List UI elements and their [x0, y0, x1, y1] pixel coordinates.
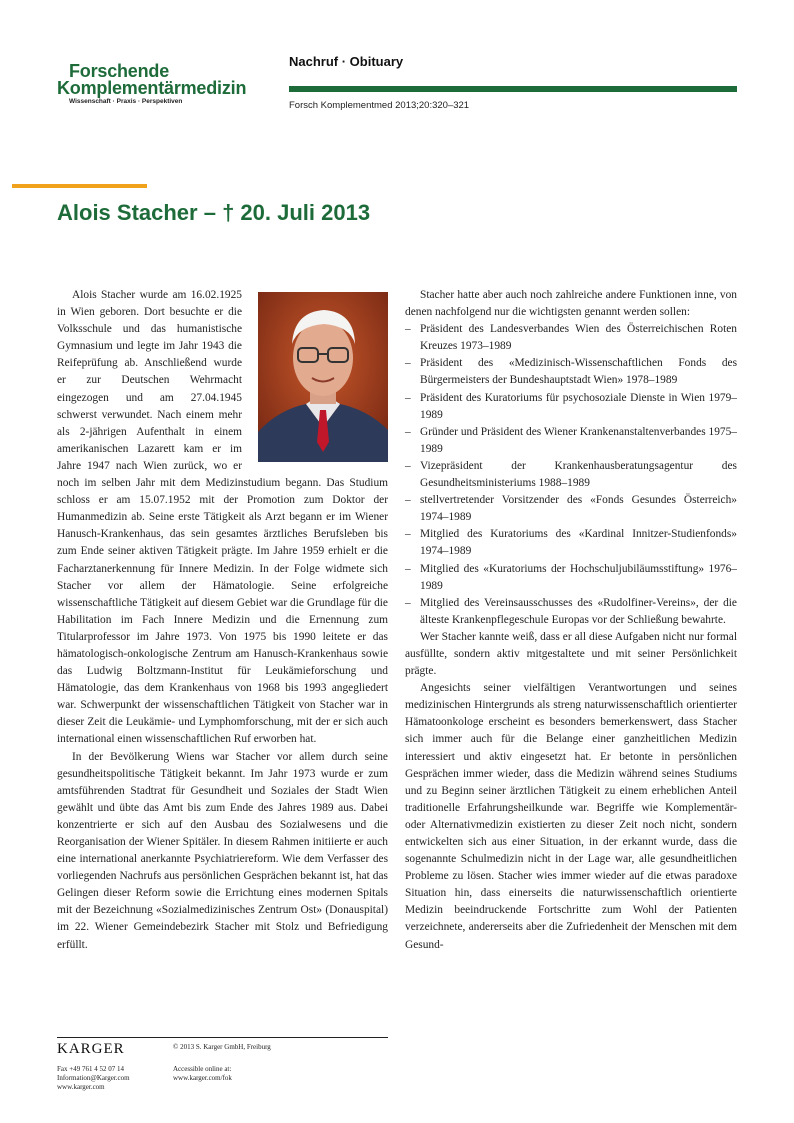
- list-item: – Vizepräsident der Krankenhausberatungsagentur des Gesundheitsministeriums 1988–1989: [405, 458, 737, 492]
- paragraph: Wer Stacher kannte weiß, dass er all diese Aufgaben nicht nur formal ausfüllte, sondern aktiv mitgestaltete und mit seiner Persönlichkeit prägte.: [405, 630, 737, 678]
- logo-line2: Komplementärmedizin: [57, 78, 247, 98]
- website-link[interactable]: www.karger.com: [57, 1083, 105, 1091]
- list-item: – Präsident des Kuratoriums für psychosoziale Dienste in Wien 1979–1989: [405, 390, 737, 424]
- functions-list: [405, 321, 737, 629]
- online-url-link[interactable]: www.karger.com/fok: [173, 1074, 232, 1082]
- article-title: Alois Stacher – † 20. Juli 2013: [57, 200, 371, 225]
- paragraph: Angesichts seiner vielfältigen Verantwortungen und seines medizinischen Hintergrunds als streng naturwissenschaftlich orientierter Hämatoonkologe erscheint es besonders bemerkenswert, dass Stacher sich immer auch für die Belange einer ganzheitlichen Medizin interessiert und aktiv eingesetzt hat. Er betonte in persönlichen Gesprächen immer wieder, dass die Medizin während seines Studiums und zu Beginn seiner ärztlichen Tätigkeit zu einem erheblichen Anteil traditionelle Erfahrungsheilkunde war. Begriffe wie Komplementär- oder Alternativmedizin existierten zu dieser Zeit noch nicht, sondern entwickelten sich aus einer Situation, in der erkannt wurde, dass die sogenannte Schulmedizin nicht in der Lage war, alle gesundheitlichen Probleme zu lösen. Stacher wies immer wieder auf die etwas paradoxe Situation hin, dass einerseits die naturwissenschaftlich orientierte Medizin beeindruckende Fortschritte zum Wohl der Patienten verzeichnete, andererseits aber die Zufriedenheit der Menschen mit dem Gesund-: [405, 682, 737, 951]
- list-item: – Mitglied des Kuratoriums des «Kardinal Innitzer-Studienfonds» 1974–1989: [405, 526, 737, 560]
- online-label: Accessible online at:: [173, 1065, 232, 1073]
- journal-logo: [57, 63, 246, 105]
- email-link[interactable]: Information@Karger.com: [57, 1074, 130, 1082]
- paragraph: In der Bevölkerung Wiens war Stacher vor allem durch seine gesundheitspolitische Tätigkeit bekannt. Im Jahr 1973 wurde er zum amtsführenden Stadtrat für Gesundheit und Soziales der Stadt Wien gewählt und übte das Amt bis zum Ende des Jahres 1989 aus. Dabei konzentrierte er sich auf den Ausbau des Sozialwesens und die Reorganisation der Wiener Spitäler. In diesem Rahmen initiierte er auch eine international anerkannte Psychiatriereform. Wie dem Verfasser des vorliegenden Nachrufs aus persönlichen Gesprächen bekannt ist, hat das Gelingen dieser Reform sowie die Errichtung eines modernen Spitals mit der Bezeichnung «Sozialmedizinisches Zentrum Ost» (Donauspital) im 22. Wiener Gemeindebezirk Stacher mit Stolz und Befriedigung erfüllt.: [57, 750, 388, 951]
- list-item: – Präsident des Landesverbandes Wien des Österreichischen Roten Kreuzes 1973–1989: [405, 321, 737, 355]
- list-item: – Mitglied des Vereinsausschusses des «Rudolfiner-Vereins», der die älteste Krankenpflegeschule Europas vor der Schließung bewahrte.: [405, 595, 737, 629]
- portrait-photo: [258, 292, 388, 462]
- right-column: [405, 287, 737, 954]
- list-item: – Präsident des «Medizinisch-Wissenschaftlichen Fonds des Bürgermeisters der Bundeshauptstadt Wien» 1978–1989: [405, 355, 737, 389]
- title-accent-rule: [12, 184, 147, 188]
- fax: Fax +49 761 4 52 07 14: [57, 1065, 124, 1073]
- paragraph: Stacher hatte aber auch noch zahlreiche andere Funktionen inne, von denen nachfolgend nur die wichtigsten genannt werden sollen:: [405, 289, 737, 319]
- copyright: © 2013 S. Karger GmbH, Freiburg: [173, 1043, 271, 1051]
- list-item: – stellvertretender Vorsitzender des «Fonds Gesundes Österreich» 1974–1989: [405, 492, 737, 526]
- online-access: [173, 1065, 232, 1083]
- paragraph: Alois Stacher wurde am 16.02.1925 in Wien geboren. Dort besuchte er die Volksschule und das humanistische Gymnasium und legte im Jahr 1943 die Reifeprüfung ab. Anschließend wurde er zur Deutschen Wehrmacht eingezogen und am 27.04.1945 schwerst verwundet. Nach einem mehr als 2-jährigen Aufenthalt in einem amerikanischen Lazarett kam er im Jahre 1947 nach Wien zurück, wo er noch im selben Jahr mit dem Medizinstudium begann. Das Studium schloss er am 15.07.1952 mit der Promotion zum Doktor der Humanmedizin ab. Seine erste Tätigkeit als Arzt begann er im Wiener Hanusch-Krankenhaus, das sein gesamtes ärztliches Berufsleben bis zum Ende seiner aktiven Tätigkeit prägte. Im Jahre 1959 erhielt er die Facharztanerkennung für Innere Medizin. In der Folge widmete sich Stacher vor allem der Hämatologie. Seine erfolgreiche wissenschaftliche Tätigkeit auf diesem Gebiet war die Grundlage für die Habilitation im Fach Innere Medizin und die Ernennung zum Titularprofessor im Jahre 1973. Von 1975 bis 1990 leitete er das hämatologisch-onkologische Zentrum am Hanusch-Krankenhaus sowie das Ludwig Boltzmann-Institut für Leukämieforschung und Hämatologie, das dem Krankenhaus von 1968 bis 1993 angegliedert war. Schwerpunkt der wissenschaftlichen Tätigkeit von Stacher war in dieser Zeit die Leukämie- und Lymphomforschung, mit der er sich auch international einen wissenschaftlichen Ruf erworben hat.: [57, 289, 388, 746]
- logo-tagline: Wissenschaft · Praxis · Perspektiven: [69, 98, 183, 105]
- left-column: [57, 287, 388, 954]
- logo-line1: Forschende: [69, 61, 170, 81]
- section-label: Nachruf · Obituary: [289, 54, 404, 69]
- header-rule: [289, 86, 737, 92]
- journal-citation: Forsch Komplementmed 2013;20:320–321: [289, 100, 470, 111]
- footer-rule: [57, 1037, 388, 1038]
- list-item: – Mitglied des «Kuratoriums der Hochschuljubiläumsstiftung» 1976–1989: [405, 561, 737, 595]
- list-item: – Gründer und Präsident des Wiener Krankenanstaltenverbandes 1975–1989: [405, 424, 737, 458]
- publisher-contact: [57, 1065, 130, 1092]
- publisher-logo: KARGER: [57, 1041, 125, 1057]
